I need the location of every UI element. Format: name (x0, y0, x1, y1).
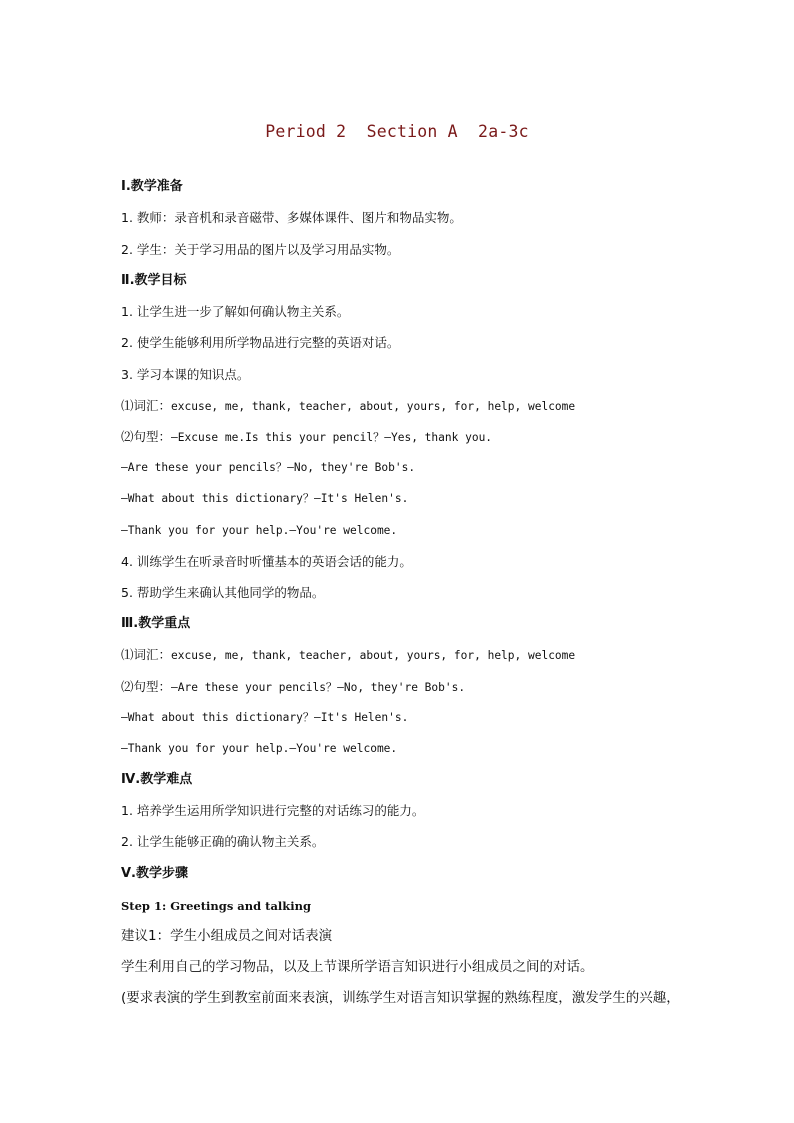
objective-2: 2. 使学生能够利用所学物品进行完整的英语对话。 (121, 335, 400, 350)
vocab-words: excuse, me, thank, teacher, about, yours, for, help, welcome (171, 400, 576, 413)
step-1-body-1: 学生利用自己的学习物品，以及上节课所学语言知识进行小组成员之间的对话。 (121, 959, 594, 975)
vocab-words: excuse, me, thank, teacher, about, yours, for, help, welcome (171, 649, 576, 662)
section-heading-objectives: Ⅱ.教学目标 (121, 273, 187, 288)
objective-pattern-2: —Are these your pencils？—No, they're Bob's. (121, 461, 416, 474)
section-heading-steps: Ⅴ.教学步骤 (121, 866, 188, 881)
objective-vocab (121, 398, 575, 415)
section-heading-key-points: Ⅲ.教学重点 (121, 616, 191, 631)
objective-pattern-3: —What about this dictionary？—It's Helen's. (121, 492, 409, 505)
objective-5: 5. 帮助学生来确认其他同学的物品。 (121, 585, 325, 600)
key-vocab (121, 647, 575, 664)
key-pattern-2: —What about this dictionary？—It's Helen's. (121, 711, 409, 724)
step-1-heading: Step 1: Greetings and talking (121, 899, 312, 913)
preparation-student: 2. 学生：关于学习用品的图片以及学习用品实物。 (121, 242, 400, 257)
objective-pattern-4: —Thank you for your help.—You're welcome. (121, 524, 398, 537)
objective-3: 3. 学习本课的知识点。 (121, 367, 250, 382)
vocab-prefix: ⑴词汇： (121, 647, 172, 662)
objective-4: 4. 训练学生在听录音时听懂基本的英语会话的能力。 (121, 554, 412, 569)
section-heading-preparation: Ⅰ.教学准备 (121, 179, 183, 194)
difficulty-2: 2. 让学生能够正确的确认物主关系。 (121, 834, 325, 849)
key-pattern-3: —Thank you for your help.—You're welcome. (121, 742, 398, 755)
step-1-body-2: (要求表演的学生到教室前面来表演，训练学生对语言知识掌握的熟练程度，激发学生的兴趣， (121, 990, 680, 1006)
difficulty-1: 1. 培养学生运用所学知识进行完整的对话练习的能力。 (121, 803, 425, 818)
suggestion-1: 建议1：学生小组成员之间对话表演 (121, 928, 333, 944)
objective-pattern-1 (121, 429, 492, 446)
pattern-text: —Excuse me.Is this your pencil？—Yes, thank you. (171, 431, 493, 444)
key-pattern-1 (121, 679, 465, 696)
document-title: Period 2 Section A 2a-3c (265, 122, 529, 141)
pattern-text: —Are these your pencils？—No, they're Bob's. (171, 681, 466, 694)
section-heading-difficulties: Ⅳ.教学难点 (121, 772, 193, 787)
preparation-teacher: 1. 教师：录音机和录音磁带、多媒体课件、图片和物品实物。 (121, 210, 462, 225)
objective-1: 1. 让学生进一步了解如何确认物主关系。 (121, 304, 350, 319)
vocab-prefix: ⑴词汇： (121, 398, 172, 413)
pattern-prefix: ⑵句型： (121, 679, 172, 694)
pattern-prefix: ⑵句型： (121, 429, 172, 444)
